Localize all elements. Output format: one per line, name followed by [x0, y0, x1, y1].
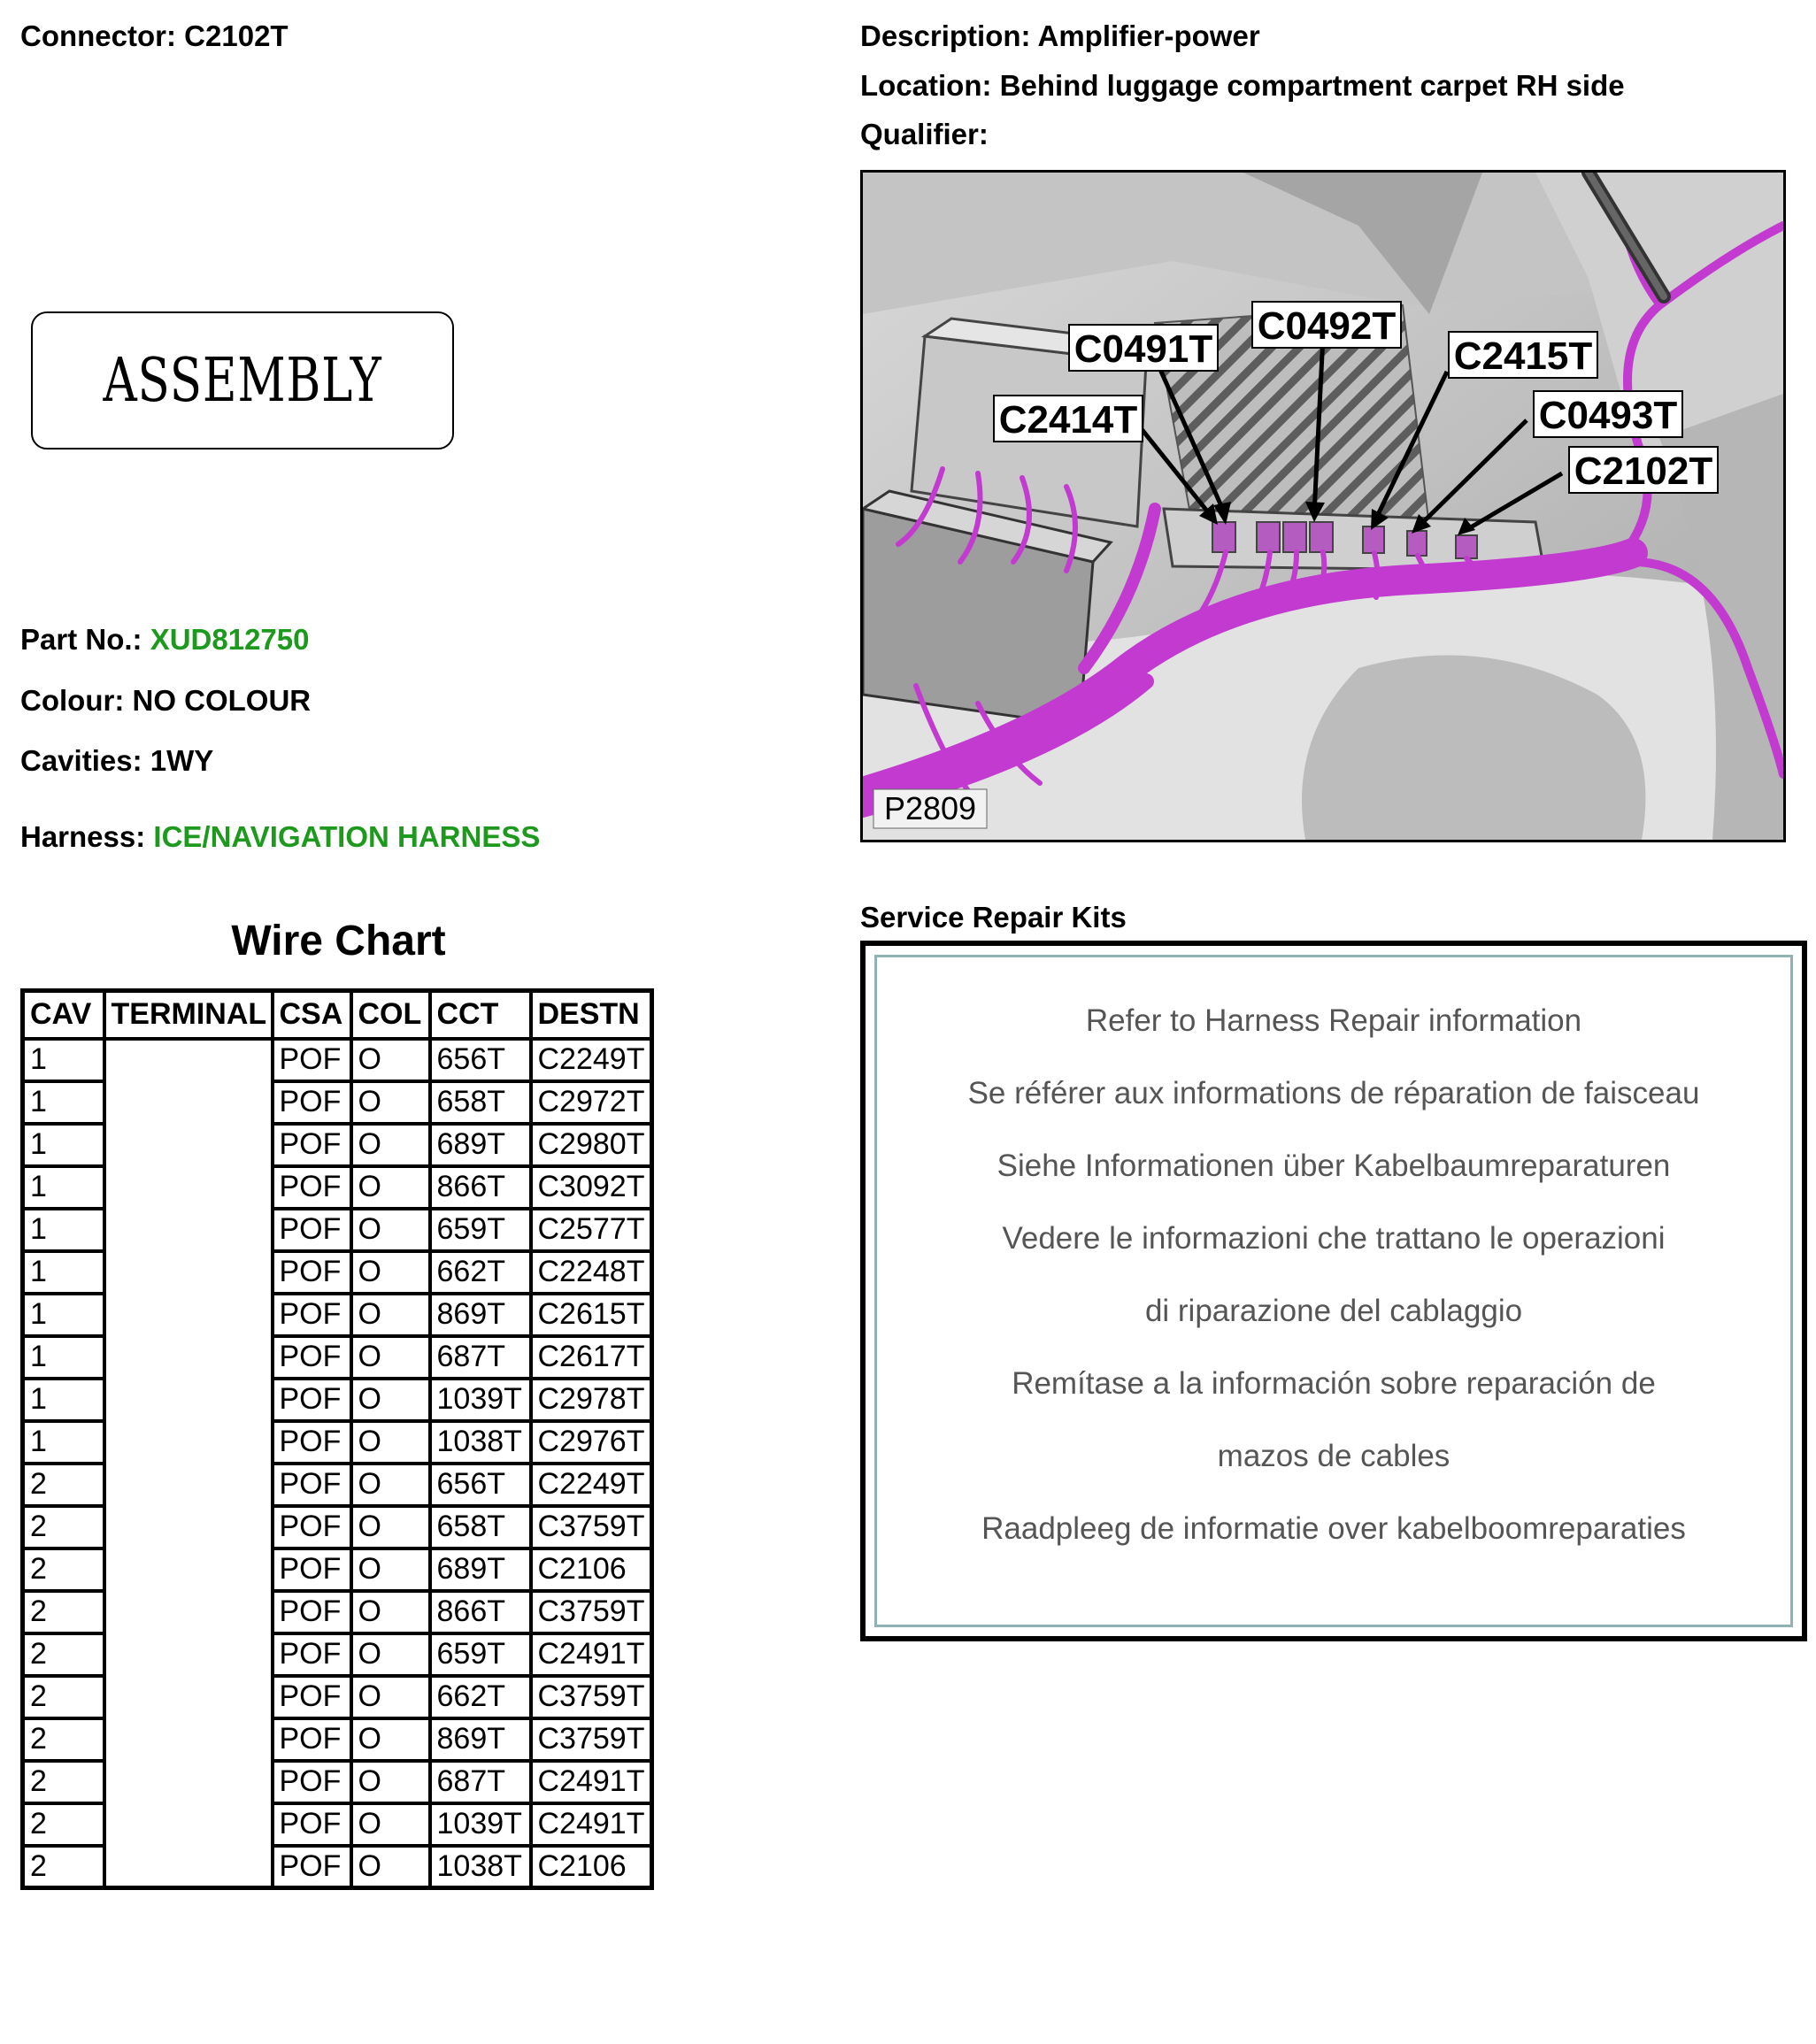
callout-c2415t	[1449, 332, 1597, 378]
cell-cct: 866T	[430, 1166, 531, 1209]
cell-col: O	[351, 1124, 430, 1166]
service-repair-kits-inner	[874, 955, 1793, 1627]
cell-col: O	[351, 1591, 430, 1633]
cell-cct: 687T	[430, 1336, 531, 1379]
header-cav: CAV	[23, 991, 104, 1039]
wire-chart-row	[23, 1379, 652, 1421]
cell-terminal	[104, 1591, 273, 1633]
cell-destn: C2972T	[531, 1081, 652, 1124]
cell-col: O	[351, 1464, 430, 1506]
cell-terminal	[104, 1124, 273, 1166]
svg-text:C0493T: C0493T	[1538, 394, 1678, 437]
service-repair-kits-title: Service Repair Kits	[860, 901, 1127, 934]
cell-csa: POF	[273, 1124, 351, 1166]
cell-destn: C3759T	[531, 1718, 652, 1761]
wire-chart-table	[20, 988, 654, 1890]
cell-destn: C2980T	[531, 1124, 652, 1166]
cell-terminal	[104, 1209, 273, 1251]
cell-terminal	[104, 1166, 273, 1209]
cell-cav: 2	[23, 1676, 104, 1718]
wire-chart-row	[23, 1548, 652, 1591]
harness-link[interactable]: ICE/NAVIGATION HARNESS	[153, 820, 541, 853]
service-repair-kits-box	[860, 941, 1807, 1641]
cell-cct: 1039T	[430, 1379, 531, 1421]
cell-csa: POF	[273, 1548, 351, 1591]
cavities-field	[20, 744, 213, 778]
cell-col: O	[351, 1676, 430, 1718]
wire-chart-header-row	[23, 991, 652, 1039]
cell-cav: 1	[23, 1081, 104, 1124]
cell-cav: 2	[23, 1761, 104, 1803]
cell-cct: 659T	[430, 1209, 531, 1251]
wire-chart-row	[23, 1676, 652, 1718]
description-field	[860, 19, 1260, 53]
cell-cav: 1	[23, 1421, 104, 1464]
svg-text:C2102T: C2102T	[1574, 450, 1713, 493]
svg-text:P2809: P2809	[883, 790, 977, 826]
cell-csa: POF	[273, 1209, 351, 1251]
cell-col: O	[351, 1336, 430, 1379]
cell-cct: 689T	[430, 1124, 531, 1166]
cell-destn: C2248T	[531, 1251, 652, 1294]
cell-cav: 2	[23, 1548, 104, 1591]
cell-terminal	[104, 1718, 273, 1761]
wire-chart-row	[23, 1039, 652, 1081]
header-destn: DESTN	[531, 991, 652, 1039]
wire-chart-row	[23, 1803, 652, 1846]
wire-chart-row	[23, 1124, 652, 1166]
cell-terminal	[104, 1761, 273, 1803]
colour-field	[20, 684, 311, 718]
cell-cav: 1	[23, 1336, 104, 1379]
wire-chart-row	[23, 1633, 652, 1676]
cell-col: O	[351, 1846, 430, 1888]
cell-destn: C2976T	[531, 1421, 652, 1464]
wire-chart-row	[23, 1336, 652, 1379]
cell-csa: POF	[273, 1294, 351, 1336]
cell-cct: 659T	[430, 1633, 531, 1676]
cell-destn: C2978T	[531, 1379, 652, 1421]
wire-chart-row	[23, 1421, 652, 1464]
cavities-value: 1WY	[150, 744, 214, 777]
cell-destn: C3759T	[531, 1676, 652, 1718]
connector-label: Connector:	[20, 19, 176, 52]
svg-text:C2415T: C2415T	[1453, 334, 1593, 378]
cell-cct: 866T	[430, 1591, 531, 1633]
repair-info-line: mazos de cables	[1217, 1439, 1450, 1473]
cell-csa: POF	[273, 1464, 351, 1506]
repair-info-line: Se référer aux informations de réparation de faisceau	[967, 1076, 1700, 1110]
cell-csa: POF	[273, 1591, 351, 1633]
cell-csa: POF	[273, 1251, 351, 1294]
wire-chart-row	[23, 1251, 652, 1294]
cell-csa: POF	[273, 1081, 351, 1124]
svg-text:C2414T: C2414T	[998, 398, 1138, 442]
cell-col: O	[351, 1209, 430, 1251]
cell-cct: 687T	[430, 1761, 531, 1803]
repair-info-line: di riparazione del cablaggio	[1144, 1294, 1523, 1328]
cell-destn: C2577T	[531, 1209, 652, 1251]
callout-c0493t	[1534, 391, 1682, 437]
cell-col: O	[351, 1251, 430, 1294]
cell-csa: POF	[273, 1506, 351, 1548]
cell-csa: POF	[273, 1336, 351, 1379]
qualifier-label: Qualifier:	[860, 118, 989, 150]
cell-cav: 2	[23, 1803, 104, 1846]
cell-destn: C2491T	[531, 1761, 652, 1803]
cell-cct: 869T	[430, 1294, 531, 1336]
cell-col: O	[351, 1294, 430, 1336]
cell-col: O	[351, 1761, 430, 1803]
wire-chart-body	[23, 1039, 652, 1888]
cell-cav: 2	[23, 1633, 104, 1676]
cell-col: O	[351, 1803, 430, 1846]
cell-csa: POF	[273, 1803, 351, 1846]
header-cct: CCT	[430, 991, 531, 1039]
cell-cav: 2	[23, 1718, 104, 1761]
cell-destn: C2106	[531, 1548, 652, 1591]
wire-chart-row	[23, 1166, 652, 1209]
cell-cav: 2	[23, 1846, 104, 1888]
cell-csa: POF	[273, 1846, 351, 1888]
cell-terminal	[104, 1379, 273, 1421]
cell-cct: 662T	[430, 1676, 531, 1718]
header-terminal: TERMINAL	[104, 991, 273, 1039]
cell-terminal	[104, 1294, 273, 1336]
cell-terminal	[104, 1081, 273, 1124]
cell-destn: C3759T	[531, 1506, 652, 1548]
connector-field	[20, 19, 289, 53]
repair-info-line: Vedere le informazioni che trattano le operazioni	[1002, 1221, 1666, 1256]
repair-info-line: Siehe Informationen über Kabelbaumreparaturen	[996, 1149, 1671, 1183]
cell-cct: 662T	[430, 1251, 531, 1294]
wire-chart-row	[23, 1294, 652, 1336]
cell-cav: 1	[23, 1124, 104, 1166]
wire-chart-row	[23, 1718, 652, 1761]
cell-destn: C2106	[531, 1846, 652, 1888]
cell-destn: C3092T	[531, 1166, 652, 1209]
part-no-field	[20, 623, 309, 657]
part-no-link[interactable]: XUD812750	[150, 623, 310, 656]
cell-csa: POF	[273, 1676, 351, 1718]
svg-text:C0492T: C0492T	[1257, 304, 1397, 348]
cell-col: O	[351, 1081, 430, 1124]
cell-destn: C2617T	[531, 1336, 652, 1379]
cell-terminal	[104, 1846, 273, 1888]
repair-info-line: Remítase a la información sobre reparación de	[1012, 1366, 1656, 1401]
cell-cav: 1	[23, 1294, 104, 1336]
wire-chart-row	[23, 1761, 652, 1803]
wire-chart-title: Wire Chart	[231, 918, 446, 964]
cell-cct: 656T	[430, 1039, 531, 1081]
colour-value: NO COLOUR	[132, 684, 312, 717]
location-value: Behind luggage compartment carpet RH side	[999, 69, 1625, 102]
cell-destn: C2491T	[531, 1633, 652, 1676]
description-label: Description:	[860, 19, 1031, 52]
cell-cct: 1038T	[430, 1421, 531, 1464]
location-image	[860, 170, 1786, 842]
cell-col: O	[351, 1166, 430, 1209]
cell-terminal	[104, 1548, 273, 1591]
harness-label: Harness:	[20, 820, 146, 853]
cell-csa: POF	[273, 1379, 351, 1421]
cell-terminal	[104, 1506, 273, 1548]
wire-chart-row	[23, 1081, 652, 1124]
assembly-box	[31, 311, 454, 450]
wire-chart-row	[23, 1209, 652, 1251]
assembly-label: ASSEMBLY	[103, 345, 382, 416]
cell-cct: 658T	[430, 1081, 531, 1124]
cell-terminal	[104, 1421, 273, 1464]
cell-terminal	[104, 1336, 273, 1379]
description-value: Amplifier-power	[1037, 19, 1260, 52]
repair-info-line: Refer to Harness Repair information	[1085, 1003, 1582, 1038]
cell-csa: POF	[273, 1718, 351, 1761]
cell-col: O	[351, 1633, 430, 1676]
cell-cct: 1039T	[430, 1803, 531, 1846]
wire-chart-row	[23, 1591, 652, 1633]
header-col: COL	[351, 991, 430, 1039]
figure-ref-label	[873, 789, 987, 828]
cell-cct: 689T	[430, 1548, 531, 1591]
part-no-label: Part No.:	[20, 623, 142, 656]
cell-col: O	[351, 1039, 430, 1081]
cell-csa: POF	[273, 1421, 351, 1464]
cell-csa: POF	[273, 1761, 351, 1803]
svg-text:C0491T: C0491T	[1073, 327, 1213, 371]
cell-cav: 1	[23, 1039, 104, 1081]
cell-destn: C2491T	[531, 1803, 652, 1846]
cell-col: O	[351, 1379, 430, 1421]
cell-terminal	[104, 1464, 273, 1506]
cell-terminal	[104, 1633, 273, 1676]
cell-csa: POF	[273, 1039, 351, 1081]
cell-terminal	[104, 1039, 273, 1081]
callout-c2414t	[994, 396, 1143, 442]
cell-col: O	[351, 1506, 430, 1548]
cell-destn: C2249T	[531, 1464, 652, 1506]
location-label: Location:	[860, 69, 992, 102]
cell-terminal	[104, 1251, 273, 1294]
cell-csa: POF	[273, 1633, 351, 1676]
cell-cav: 1	[23, 1209, 104, 1251]
cell-col: O	[351, 1548, 430, 1591]
cell-cav: 2	[23, 1591, 104, 1633]
cell-cct: 656T	[430, 1464, 531, 1506]
location-field	[860, 69, 1625, 103]
cell-csa: POF	[273, 1166, 351, 1209]
cavities-label: Cavities:	[20, 744, 142, 777]
cell-cav: 2	[23, 1506, 104, 1548]
header-csa: CSA	[273, 991, 351, 1039]
cell-cav: 1	[23, 1166, 104, 1209]
wire-chart-row	[23, 1506, 652, 1548]
repair-info-line: Raadpleeg de informatie over kabelboomreparaties	[981, 1511, 1686, 1546]
wire-chart-row	[23, 1846, 652, 1888]
cell-destn: C2615T	[531, 1294, 652, 1336]
callout-c0492t	[1252, 302, 1401, 348]
cell-cav: 2	[23, 1464, 104, 1506]
qualifier-field	[860, 118, 989, 151]
cell-cav: 1	[23, 1379, 104, 1421]
connector-value: C2102T	[184, 19, 289, 52]
callout-c0491t	[1069, 325, 1218, 371]
cell-destn: C3759T	[531, 1591, 652, 1633]
cell-terminal	[104, 1803, 273, 1846]
cell-cct: 658T	[430, 1506, 531, 1548]
cell-col: O	[351, 1421, 430, 1464]
cell-terminal	[104, 1676, 273, 1718]
cell-cav: 1	[23, 1251, 104, 1294]
cell-destn: C2249T	[531, 1039, 652, 1081]
wire-chart-row	[23, 1464, 652, 1506]
harness-field	[20, 820, 540, 854]
colour-label: Colour:	[20, 684, 125, 717]
cell-col: O	[351, 1718, 430, 1761]
callout-c2102t	[1569, 447, 1718, 493]
cell-cct: 869T	[430, 1718, 531, 1761]
cell-cct: 1038T	[430, 1846, 531, 1888]
